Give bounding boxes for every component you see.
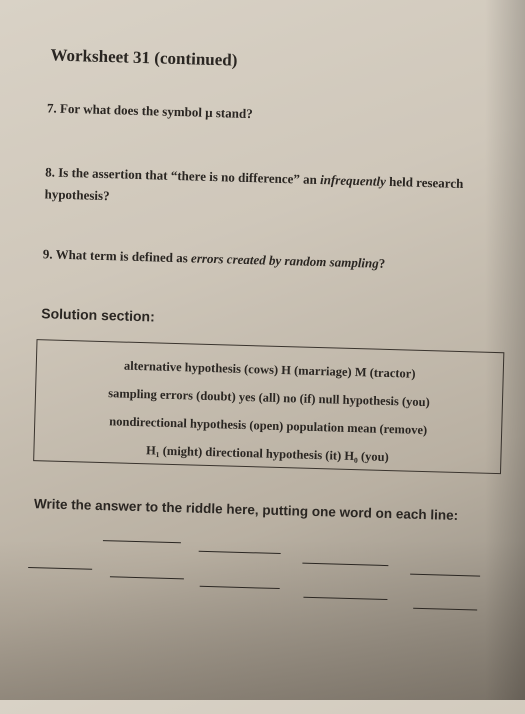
page-title: Worksheet 31 (continued) bbox=[50, 45, 238, 70]
question-9-text-a: 9. What term is defined as bbox=[42, 246, 192, 266]
solution-heading: Solution section: bbox=[41, 305, 156, 325]
question-8-text-c: held research hypothesis? bbox=[44, 173, 464, 204]
page-bottom-shade bbox=[0, 540, 525, 700]
solution-row: alternative hypothesis (cows) H (marriage) M (tractor) bbox=[123, 358, 416, 381]
question-7-text: 7. For what does the symbol μ stand? bbox=[46, 100, 253, 122]
solution-row: nondirectional hypothesis (open) population mean (remove) bbox=[109, 414, 428, 438]
question-9-text-c: ? bbox=[378, 255, 386, 271]
solution-row: sampling errors (doubt) yes (all) no (if) null hypothesis (you) bbox=[108, 386, 430, 410]
solution-box bbox=[33, 339, 504, 474]
riddle-instruction: Write the answer to the riddle here, putting one word on each line: bbox=[33, 496, 459, 523]
question-7 bbox=[47, 97, 487, 131]
question-8-emphasis: infrequently bbox=[319, 172, 387, 189]
question-8 bbox=[44, 161, 485, 217]
question-9 bbox=[43, 243, 483, 277]
question-8-text-a: 8. Is the assertion that “there is no difference” an bbox=[45, 164, 321, 188]
solution-row: H₁ (might) directional hypothesis (it) H₀ (you) bbox=[145, 443, 389, 465]
question-9-emphasis: errors created by random sampling bbox=[190, 250, 379, 271]
